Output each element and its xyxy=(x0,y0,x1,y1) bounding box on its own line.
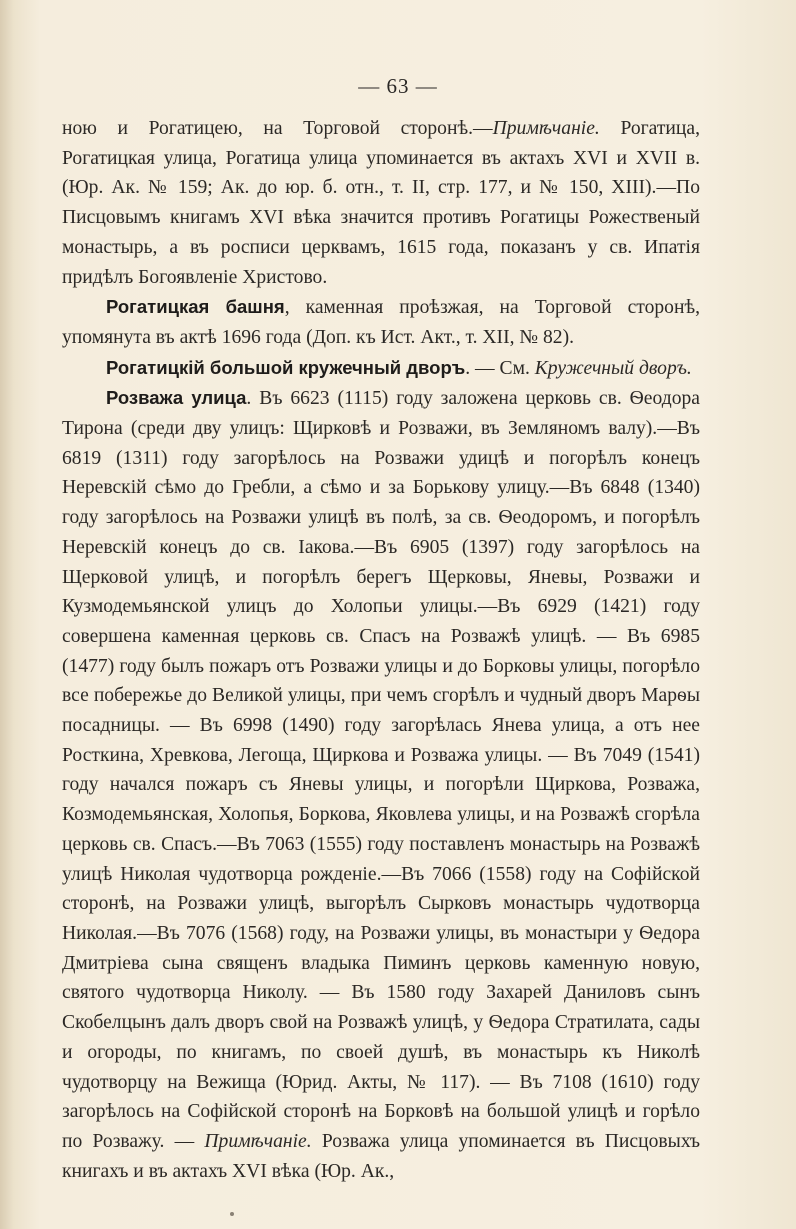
entry-heading: Рогатицкій большой кружечный дворъ xyxy=(106,356,466,378)
page-number: — 63 — xyxy=(358,74,438,98)
body-text xyxy=(62,114,700,1186)
text-run: , каменная проѣзжая, на Торговой сторонѣ, упомянута въ актѣ 1696 года (Доп. къ Ист. Акт., т. XII, № 82). xyxy=(62,297,700,348)
ink-speck xyxy=(230,1212,234,1216)
paragraph-kruzhechny-dvor xyxy=(62,353,700,384)
paragraph-rogatitskaya-bashnya xyxy=(62,292,700,352)
text-run: ною и Рогатицею, на Торговой сторонѣ.— xyxy=(62,118,493,139)
text-run: . Въ 6623 (1115) году заложена церковь св. Ѳеодора Тирона (среди дву улицъ: Щирковѣ и Розважи, въ Земляномъ валу).—Въ 6819 (1311) году загорѣлось на Розважи удицѣ и погорѣлъ конецъ Неревскій сѣмо до Гребли, а сѣмо и за Борькову улицу.—Въ 6848 (1340) году загорѣлось на Розважи улицѣ въ полѣ, за св. Ѳеодоромъ, и погорѣлъ Неревскій конецъ до св. Іакова.—Въ 6905 (1397) году загорѣлось на Щерковой улицѣ, и погорѣлъ берегъ Щерковы, Яневы, Розважи и Кузмодемьянской улицъ до Холопьи улицы.—Въ 6929 (1421) году совершена каменная церковь св. Спасъ на Розважѣ улицѣ. — Въ 6985 (1477) году былъ пожаръ отъ Розважи улицы и до Борковы улицы, погорѣло все побережье до Великой улицы, при чемъ сгорѣлъ и чудный дворъ Марѳы посадницы. — Въ 6998 (1490) году загорѣлась Янева улица, а отъ нее Росткина, Хревкова, Легоща, Щиркова и Розважа улицы. — Въ 7049 (1541) году начался пожаръ съ Яневы улицы, и погорѣли Щиркова, Розважа, Козмодемьянская, Холопья, Боркова, Яковлева улицы, и на Розважѣ сгорѣла церковь св. Спасъ.—Въ 7063 (1555) году поставленъ монастырь на Розважѣ улицѣ Николая чудотворца рожденіе.—Въ 7066 (1558) году на Софійской сторонѣ, на Розважи улицѣ, выгорѣлъ Сырковъ монастырь чудотворца Николая.—Въ 7076 (1568) году, на Розважи улицы, въ монастыри у Ѳедора Дмитріева сына священъ владыка Пиминъ церковь каменную новую, святого чудотворца Николу. — Въ 1580 году Захарей Даниловъ сынъ Скобелцынъ далъ дворъ свой на Розважѣ улицѣ, у Ѳедора Стратилата, сады и огороды, по книгамъ, по своей душѣ, въ монастырь къ Николѣ чудотворцу на Вежища (Юрид. Акты, № 117). — Въ 7108 (1610) году загорѣлось на Софійской сторонѣ на Борковѣ на большой улицѣ и горѣло по Розважу. — xyxy=(62,388,700,1152)
text-run: . — См. xyxy=(465,357,535,379)
entry-heading: Рогатицкая башня xyxy=(106,296,285,318)
note-label: Примѣчаніе. xyxy=(492,118,600,139)
cross-reference: Кружечный дворъ. xyxy=(534,357,692,379)
note-label: Примѣчаніе. xyxy=(204,1130,312,1152)
text-run: Рогатица, Рогатицкая улица, Рогатица улица упоминается въ актахъ XVI и XVII в. (Юр. Ак. № 159; Ак. до юр. б. отн., т. II, стр. 177, и № 150, XIII).—По Писцовымъ книгамъ XVI вѣка значится противъ Рогатицы Рожественый монастырь, а въ росписи церквамъ, 1615 года, показанъ у св. Ипатія придѣлъ Богоявленіе Христово. xyxy=(62,118,700,288)
text-run: Розважа улица упоминается въ Писцовыхъ книгахъ и въ актахъ XVI вѣка (Юр. Ак., xyxy=(62,1130,700,1182)
entry-heading: Розважа улица xyxy=(106,387,247,409)
paragraph-rozvazha-ulitsa xyxy=(62,383,700,1186)
paragraph-rogatitsa-note xyxy=(62,114,700,292)
